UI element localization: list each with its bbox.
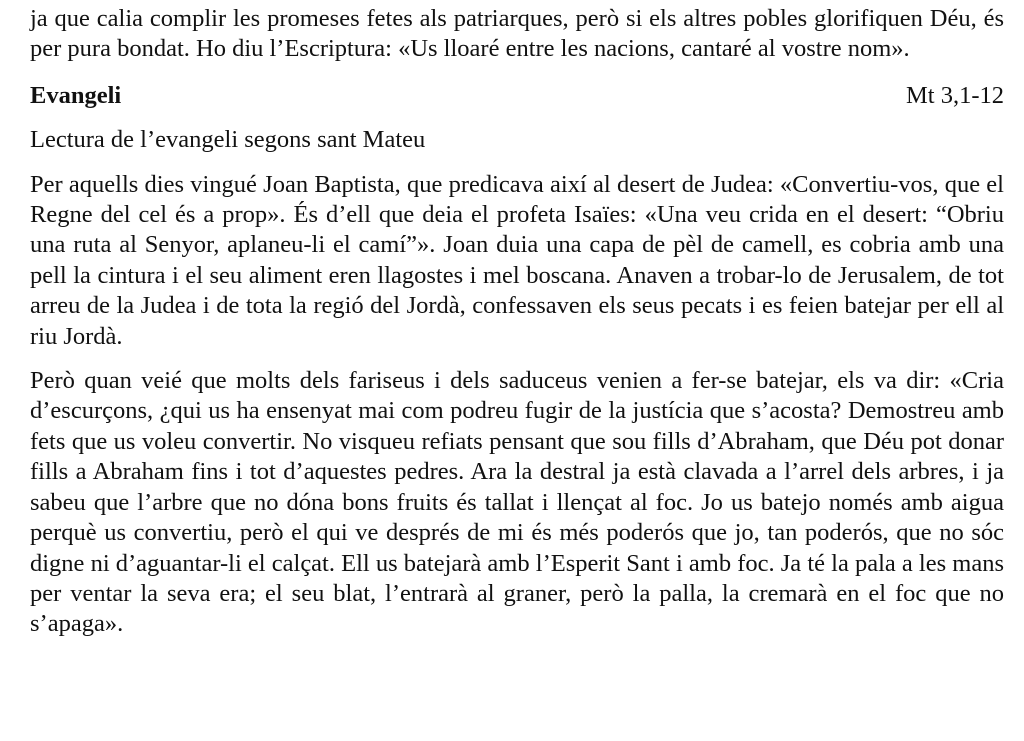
lectura-line: Lectura de l’evangeli segons sant Mateu — [30, 126, 426, 154]
intro-paragraph: ja que calia complir les promeses fetes als patriarques, però si els altres pobles glorifiquen Déu, és per pura bondat. Ho diu l’Escriptura: «Us lloaré entre les nacions, cantaré al vostre nom». — [30, 5, 1004, 63]
gospel-paragraph: Per aquells dies vingué Joan Baptista, que predicava així al desert de Judea: «Convertiu-vos, que el Regne del cel és a prop». És d’ell que deia el profeta Isaïes: «Una veu crida en el desert: “Obriu una ruta al Senyor, aplaneu-li el camí”». Joan duia una capa de pèl de camell, es cobria amb una pell la cintura i el seu aliment eren llagostes i mel boscana. Anaven a trobar-lo de Jerusalem, de tot arreu de la Judea i de tota la regió del Jordà, confessaven els seus pecats i es feien batejar per ell al riu Jordà. — [30, 170, 1004, 350]
section-title: Evangeli — [30, 81, 122, 109]
document-page — [30, 4, 1004, 640]
scripture-reference: Mt 3,1-12 — [906, 81, 1004, 109]
gospel-paragraph: Però quan veié que molts dels fariseus i dels saduceus venien a fer-se batejar, els va dir: «Cria d’escurçons, ¿qui us ha ensenyat mai com podreu fugir de la justícia que s’acosta? Demostreu amb fets que us voleu convertir. No visqueu refiats pensant que sou fills d’Abraham, que Déu pot donar fills a Abraham fins i tot d’aquestes pedres. Ara la destral ja està clavada a l’arrel dels arbres, i ja sabeu que l’arbre que no dóna bons fruits és tallat i llençat al foc. Jo us batejo només amb aigua perquè us convertiu, però el qui ve després de mi és més poderós que jo, tan poderós, que no sóc digne ni d’aguantar-li el calçat. Ell us batejarà amb l’Esperit Sant i amb foc. Ja té la pala a les mans per ventar la seva era; el seu blat, l’entrarà al graner, però la palla, la cremarà en el foc que no s’apaga». — [30, 367, 1004, 638]
section-heading — [30, 81, 1004, 111]
